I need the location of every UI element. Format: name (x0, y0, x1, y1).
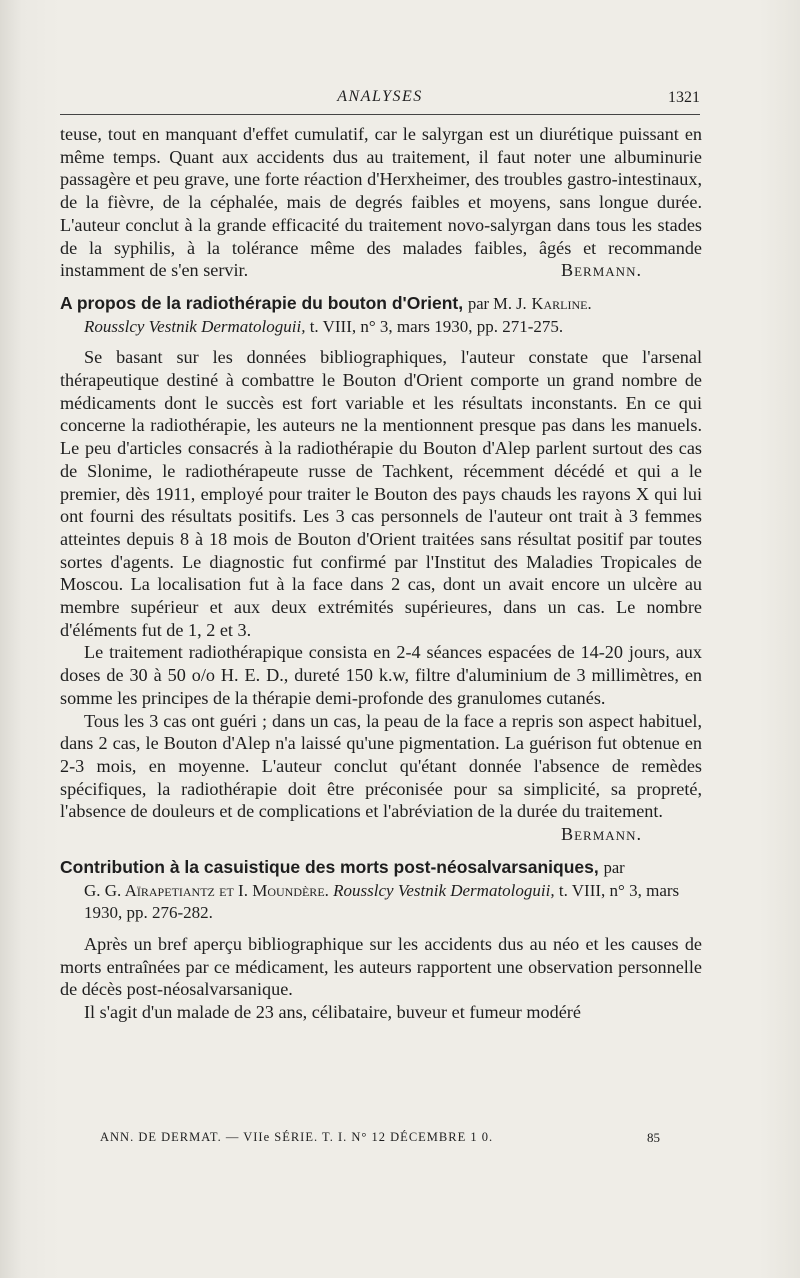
signature: Bermann. (560, 260, 642, 281)
page-footer (100, 1130, 660, 1145)
author-names: G. G. Aïrapetiantz et I. Moundère. (84, 880, 329, 900)
body-text (60, 123, 702, 1024)
page-number: 1321 (668, 89, 700, 106)
citation-details: t. VIII, (558, 880, 606, 900)
article-paragraph: Tous les 3 cas ont guéri ; dans un cas, la peau de la face a repris son aspect habituel, dans 2 cas, le Bouton d'Alep n'a laissé qu'une pigmentation. La guérison fut obtenue en 2-3 mois, en moyenne. L'auteur conclut qu'étant donnée l'absence de remèdes spécifiques, la radiothérapie doit être préconisée pour sa simplicité, sa propreté, l'absence de douleurs et de complications et l'abréviation de la durée du traitement. Bermann. (60, 710, 702, 845)
footer-text: ANN. DE DERMAT. — VIIe SÉRIE. T. I. N° 12 DÉCEMBRE 1 0. (100, 1130, 494, 1144)
article-title: A propos de la radiothérapie du bouton d'Orient, par M. J. Karline. (60, 292, 592, 313)
author-name: Karline. (531, 293, 592, 313)
continuation-paragraph: teuse, tout en manquant d'effet cumulatif, car le salyrgan est un diurétique puissant en même temps. Quant aux accidents dus au traitement, il faut noter une albuminurie passagère et peu grave, une forte réaction d'Herxheimer, des troubles gastro-intestinaux, de la fièvre, de la céphalée, mais de degrés faibles et moyens, sans longue durée. L'auteur conclut à la grande efficacité du traitement novo-salyrgan dans tous les stades de la syphilis, à la tolérance même des malades faibles, âgés et recommande instamment de s'en servir. Bermann. (60, 124, 702, 281)
signature: Bermann. (560, 824, 642, 845)
journal-name: Rousslcy Vestnik Dermatologuii, (84, 316, 306, 336)
article-paragraph: Après un bref aperçu bibliographique sur les accidents dus au néo et les causes de morts entraînées par ce médicament, les auteurs rapportent une observation personnelle de décès post-néosalvarsanique. (60, 933, 702, 1000)
citation-details: t. VIII, n° 3, mars 1930, pp. 271-275. (309, 316, 564, 336)
article-citation (60, 880, 702, 925)
header-rule (60, 114, 700, 115)
citation-details: n° 3, mars 1930, pp. 276-282. (84, 880, 680, 923)
footer-number: 85 (647, 1130, 660, 1145)
article-paragraph: Se basant sur les données bibliographiques, l'auteur constate que l'arsenal thérapeutique destiné à combattre le Bouton d'Orient comporte un grand nombre de médicaments dont le succès est fort variable et les résultats inconstants. En ce qui concerne la radiothérapie, les auteurs ne la mentionnent presque pas dans les manuels. Le peu d'articles consacrés à la radiothérapie du Bouton d'Alep parlent surtout des cas de Slonime, le radiothérapeute russe de Tachkent, récemment décédé et qui a le premier, dès 1911, employé pour traiter le Bouton des pays chauds les rayons X qui lui ont fourni des résultats positifs. Les 3 cas personnels de l'auteur ont trait à 3 femmes atteintes depuis 8 à 18 mois de Bouton d'Orient traitées sans résultat positif par toutes sortes d'agents. Le diagnostic fut confirmé par l'Institut des Maladies Tropicales de Moscou. La localisation fut à la face dans 2 cas, dont un avait encore un ulcère au membre supérieur et aux deux extrémités supérieures, dans un cas. Le nombre d'éléments fut de 1, 2 et 3. (60, 347, 702, 640)
page-header (60, 88, 700, 112)
journal-name: Rousslcy Vestnik Dermatologuii, (333, 880, 555, 900)
byline-prefix: par (603, 857, 625, 877)
running-title: ANALYSES (337, 88, 423, 105)
article-paragraph: Il s'agit d'un malade de 23 ans, célibataire, buveur et fumeur modéré (84, 1002, 581, 1023)
article-paragraph: Le traitement radiothérapique consista en 2-4 séances espacées de 14-20 jours, aux doses de 30 à 50 o/o H. E. D., dureté 150 k.w, filtre d'aluminium de 3 millimètres, en somme les principes de la thérapie demi-profonde des granulomes cutanés. (60, 642, 702, 708)
article-citation (60, 316, 702, 339)
byline-prefix: par M. J. (467, 293, 527, 313)
article-title: Contribution à la casuistique des morts post-néosalvarsaniques, par (60, 856, 625, 877)
